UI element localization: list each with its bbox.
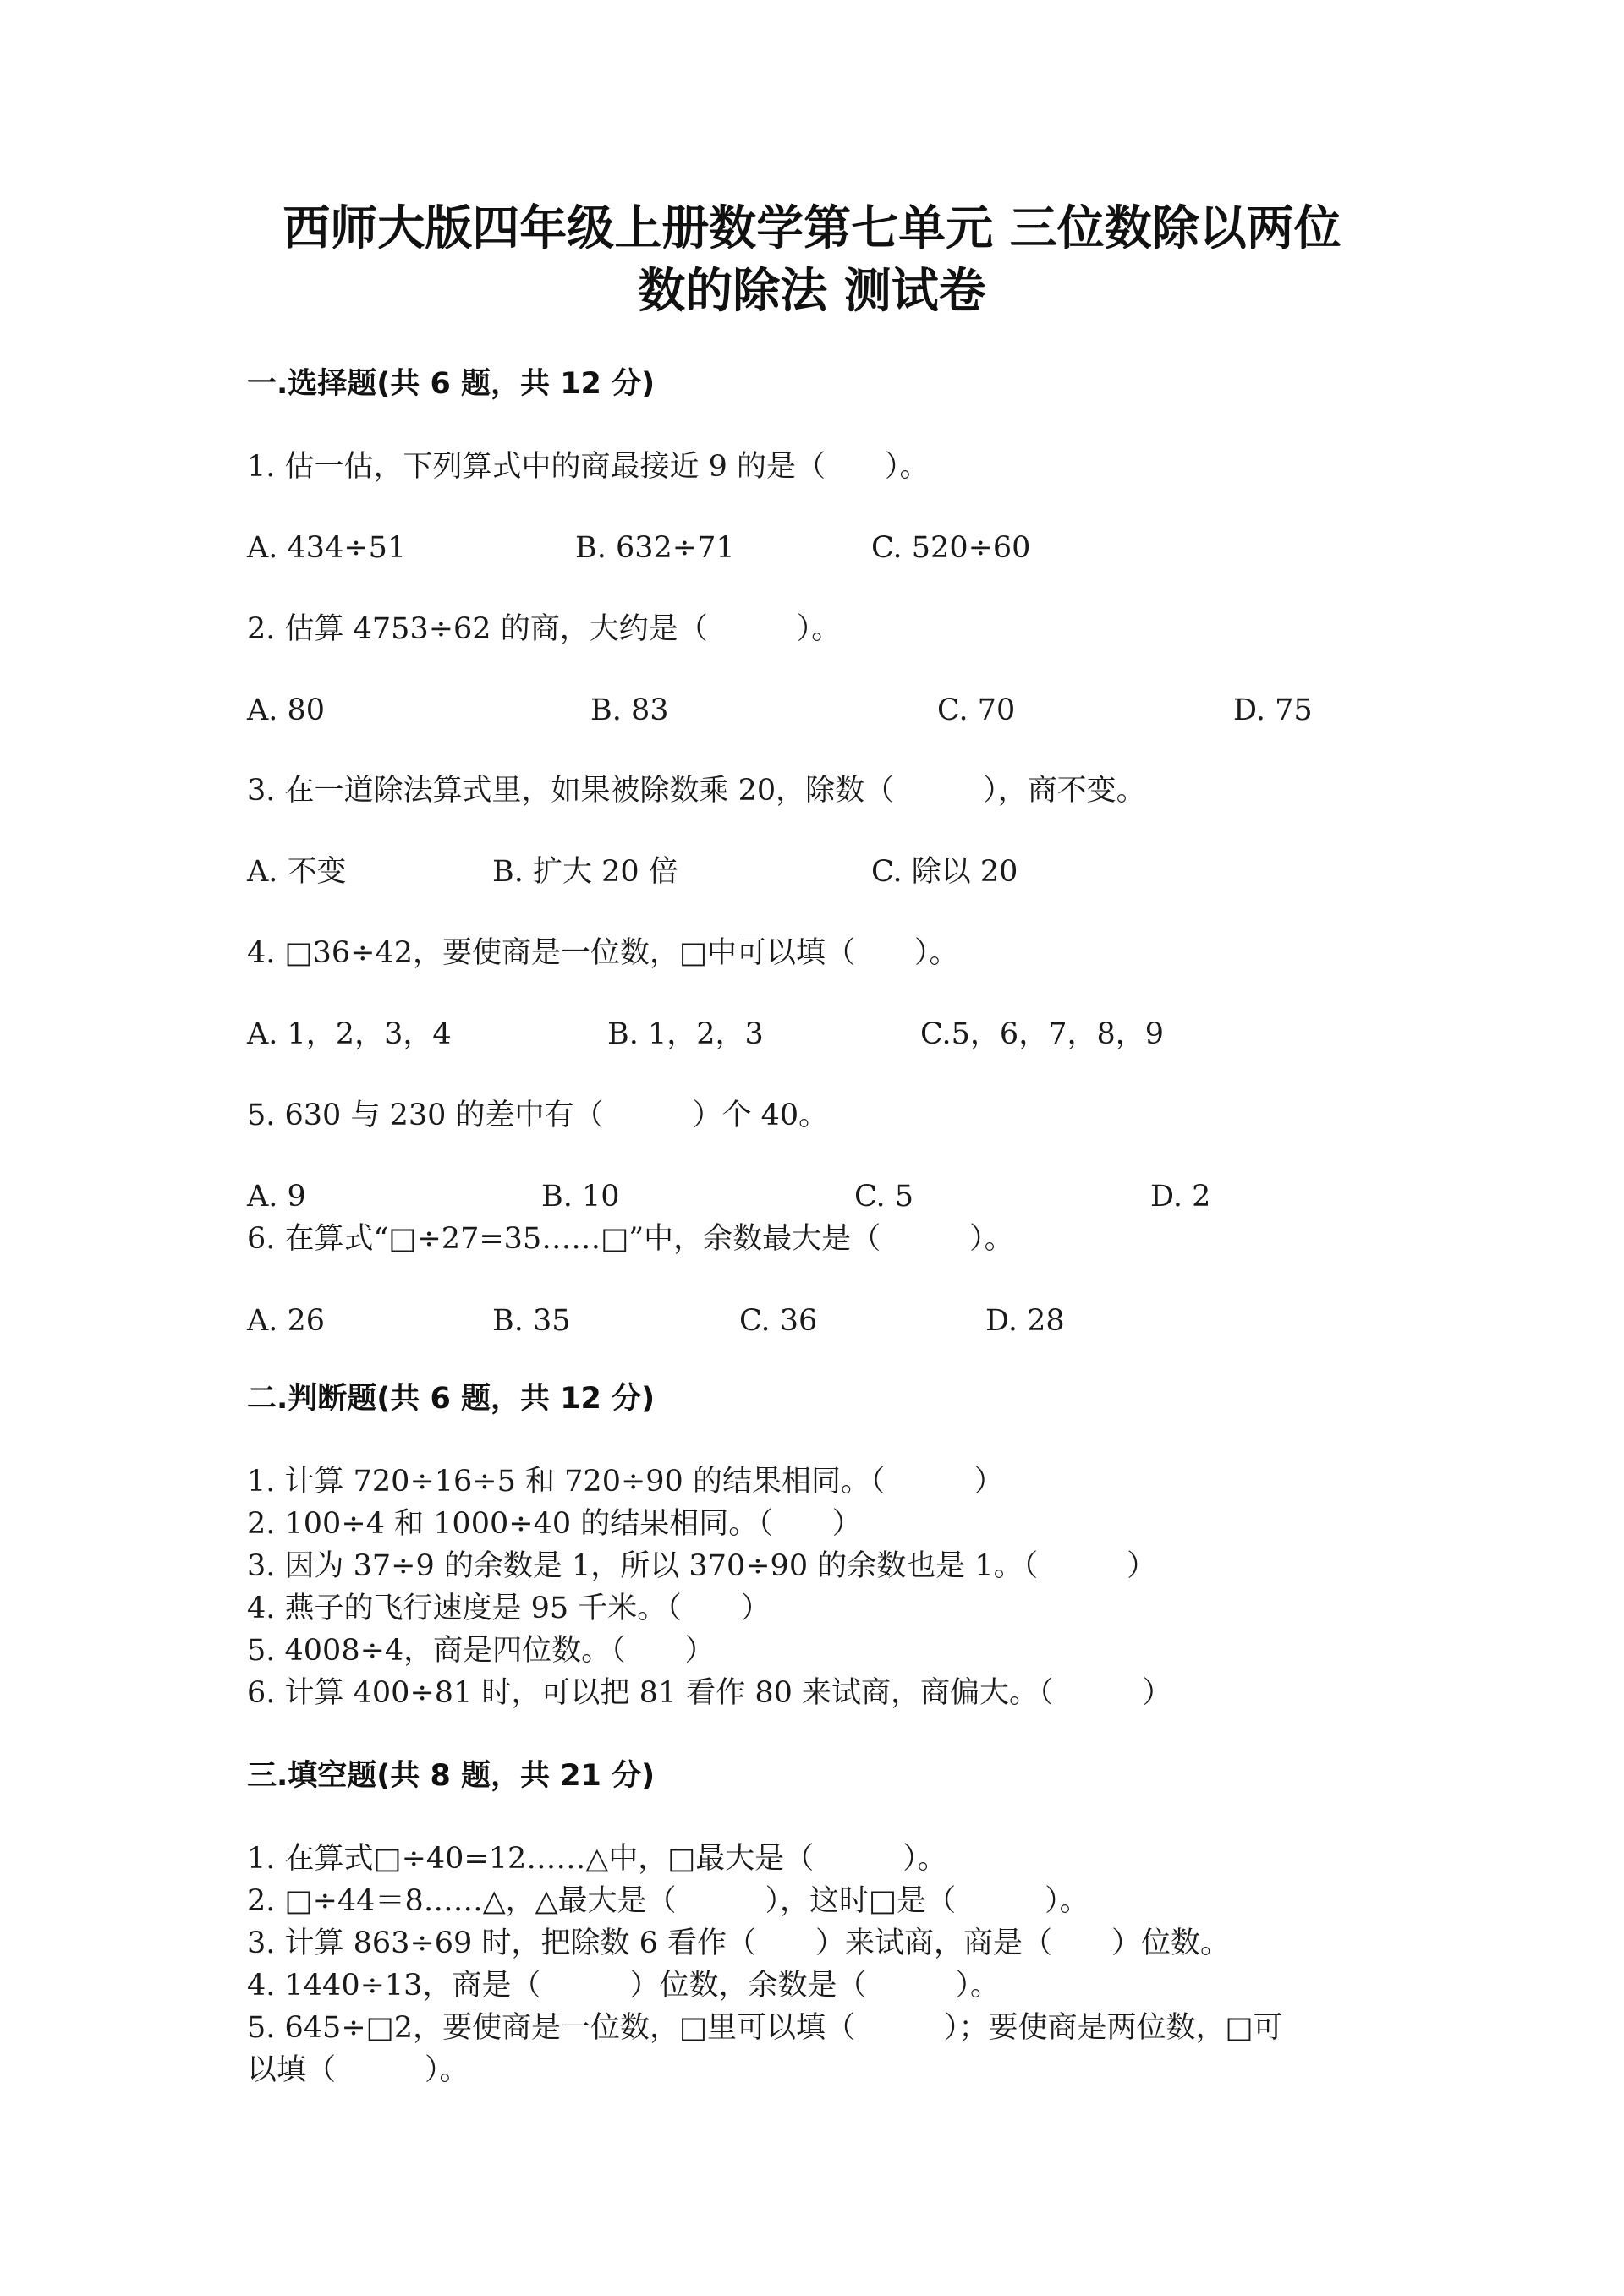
page-title-line-2: 数的除法 测试卷 [638,264,986,319]
judgment-item: 5. 4008÷4，商是四位数。（ ） [247,1634,715,1668]
option-a: A. 不变 [247,855,347,889]
option-d: D. 28 [985,1304,1065,1338]
option-b: B. 83 [590,693,669,727]
fill-in-item-continued: 以填（ ）。 [247,2053,469,2087]
option-c: C. 36 [739,1304,818,1338]
fill-in-item: 3. 计算 863÷69 时，把除数 6 看作（ ）来试商，商是（ ）位数。 [247,1926,1230,1960]
option-c: C. 5 [854,1180,914,1214]
section-heading-fill-in: 三.填空题(共 8 题，共 21 分) [247,1759,656,1793]
option-d: D. 2 [1150,1180,1211,1214]
section-heading-choice: 一.选择题(共 6 题，共 12 分) [247,367,656,401]
option-b: B. 632÷71 [575,531,735,565]
judgment-item: 1. 计算 720÷16÷5 和 720÷90 的结果相同。（ ） [247,1465,1004,1499]
option-b: B. 扩大 20 倍 [492,855,678,889]
option-a: A. 26 [247,1304,326,1338]
option-d: D. 75 [1233,693,1313,727]
option-c: C.5，6，7，8，9 [920,1017,1164,1051]
option-c: C. 520÷60 [871,531,1031,565]
option-b: B. 35 [492,1304,571,1338]
question-stem: 1. 估一估，下列算式中的商最接近 9 的是（ ）。 [247,450,930,484]
question-stem: 4. □36÷42，要使商是一位数，□中可以填（ ）。 [247,936,959,970]
option-a: A. 1，2，3，4 [247,1017,452,1051]
option-a: A. 80 [247,693,326,727]
judgment-item: 2. 100÷4 和 1000÷40 的结果相同。（ ） [247,1507,862,1541]
page-title-line-1: 西师大版四年级上册数学第七单元 三位数除以两位 [283,201,1341,256]
fill-in-item: 2. □÷44＝8……△，△最大是（ ），这时□是（ ）。 [247,1884,1089,1918]
question-stem: 3. 在一道除法算式里，如果被除数乘 20，除数（ ），商不变。 [247,774,1146,808]
option-b: B. 1，2，3 [607,1017,764,1051]
option-c: C. 除以 20 [871,855,1018,889]
option-a: A. 9 [247,1180,306,1214]
judgment-item: 6. 计算 400÷81 时，可以把 81 看作 80 来试商，商偏大。（ ） [247,1676,1172,1710]
section-heading-true-false: 二.判断题(共 6 题，共 12 分) [247,1382,656,1416]
option-b: B. 10 [541,1180,620,1214]
question-stem: 6. 在算式“□÷27=35……□”中，余数最大是（ ）。 [247,1222,1014,1256]
option-a: A. 434÷51 [247,531,407,565]
question-stem: 2. 估算 4753÷62 的商，大约是（ ）。 [247,612,842,646]
fill-in-item: 1. 在算式□÷40=12……△中，□最大是（ ）。 [247,1842,947,1876]
question-stem: 5. 630 与 230 的差中有（ ）个 40。 [247,1099,829,1132]
fill-in-item: 5. 645÷□2，要使商是一位数，□里可以填（ ）；要使商是两位数，□可 [247,2011,1283,2045]
judgment-item: 3. 因为 37÷9 的余数是 1，所以 370÷90 的余数也是 1。（ ） [247,1549,1157,1583]
judgment-item: 4. 燕子的飞行速度是 95 千米。（ ） [247,1592,771,1625]
fill-in-item: 4. 1440÷13，商是（ ）位数，余数是（ ）。 [247,1969,1000,2003]
option-c: C. 70 [937,693,1016,727]
